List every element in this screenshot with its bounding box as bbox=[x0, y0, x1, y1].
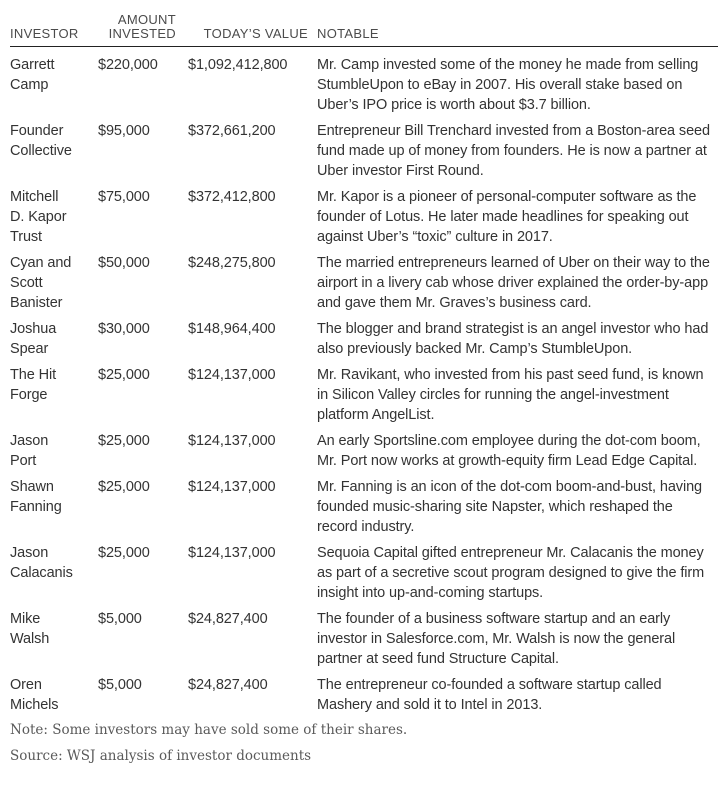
amount-invested-value: $220,000 bbox=[98, 57, 158, 73]
todays-value: $124,137,000 bbox=[188, 367, 276, 383]
amount-invested-value: $25,000 bbox=[98, 367, 150, 383]
todays-value: $124,137,000 bbox=[188, 479, 276, 495]
investor-name: Mike Walsh bbox=[10, 611, 50, 647]
column-header-amount-invested: AMOUNT INVESTED bbox=[108, 12, 176, 41]
investor-name: Jason Calacanis bbox=[10, 545, 73, 581]
amount-invested-value: $5,000 bbox=[98, 611, 142, 627]
todays-value: $372,661,200 bbox=[188, 123, 276, 139]
todays-value: $124,137,000 bbox=[188, 433, 276, 449]
table-row bbox=[10, 477, 718, 537]
amount-invested-value: $95,000 bbox=[98, 123, 150, 139]
note-text: Note: Some investors may have sold some of their shares. bbox=[10, 722, 408, 738]
notable-text: The founder of a business software startup and an early investor in Salesforce.com, Mr. Walsh is now the general partner at seed fund Structure Capital. bbox=[317, 611, 676, 667]
amount-invested-value: $50,000 bbox=[98, 255, 150, 271]
table-row bbox=[10, 543, 718, 603]
todays-value: $1,092,412,800 bbox=[188, 57, 288, 73]
amount-invested-value: $5,000 bbox=[98, 677, 142, 693]
investor-name: Founder Collective bbox=[10, 123, 72, 159]
table-row bbox=[10, 609, 718, 669]
notable-text: Mr. Camp invested some of the money he made from selling StumbleUpon to eBay in 2007. His overall stake based on Uber’s IPO price is worth about $3.7 billion. bbox=[317, 57, 699, 113]
investor-name: Garrett Camp bbox=[10, 57, 55, 93]
notable-text: The married entrepreneurs learned of Uber on their way to the airport in a livery cab whose driver explained the order-by-app and gave them Mr. Graves’s business card. bbox=[317, 255, 710, 311]
source-text: Source: WSJ analysis of investor documents bbox=[10, 748, 312, 764]
table-row bbox=[10, 675, 718, 715]
investor-name: Shawn Fanning bbox=[10, 479, 62, 515]
table-header-row bbox=[10, 13, 718, 47]
amount-invested-value: $75,000 bbox=[98, 189, 150, 205]
table-row bbox=[10, 121, 718, 181]
notable-text: Mr. Fanning is an icon of the dot-com boom-and-bust, having founded music-sharing site Napster, which reshaped the record industry. bbox=[317, 479, 703, 535]
todays-value: $148,964,400 bbox=[188, 321, 276, 337]
table-row bbox=[10, 319, 718, 359]
amount-invested-value: $25,000 bbox=[98, 433, 150, 449]
table-row bbox=[10, 187, 718, 247]
table-body bbox=[10, 47, 718, 715]
investor-name: Joshua Spear bbox=[10, 321, 57, 357]
notable-text: The entrepreneur co-founded a software startup called Mashery and sold it to Intel in 2013. bbox=[317, 677, 662, 713]
todays-value: $24,827,400 bbox=[188, 611, 268, 627]
investor-name: Oren Michels bbox=[10, 677, 59, 713]
table-row bbox=[10, 431, 718, 471]
investor-name: Mitchell D. Kapor Trust bbox=[10, 189, 67, 245]
notable-text: The blogger and brand strategist is an angel investor who had also previously backed Mr. Camp’s StumbleUpon. bbox=[317, 321, 709, 357]
table-footer bbox=[10, 721, 718, 766]
todays-value: $248,275,800 bbox=[188, 255, 276, 271]
table-row bbox=[10, 365, 718, 425]
notable-text: Mr. Ravikant, who invested from his past seed fund, is known in Silicon Valley circles for running the angel-investment platform AngelList. bbox=[317, 367, 704, 423]
amount-invested-value: $25,000 bbox=[98, 545, 150, 561]
investor-name: The Hit Forge bbox=[10, 367, 57, 403]
table-row bbox=[10, 253, 718, 313]
notable-text: Entrepreneur Bill Trenchard invested from a Boston-area seed fund made up of money from founders. He is now a partner at Uber investor First Round. bbox=[317, 123, 710, 179]
notable-text: An early Sportsline.com employee during the dot-com boom, Mr. Port now works at growth-equity firm Lead Edge Capital. bbox=[317, 433, 701, 469]
notable-text: Sequoia Capital gifted entrepreneur Mr. Calacanis the money as part of a secretive scout program designed to give the firm insight into up-and-coming startups. bbox=[317, 545, 705, 601]
notable-text: Mr. Kapor is a pioneer of personal-computer software as the founder of Lotus. He later made headlines for speaking out against Uber’s “toxic” culture in 2017. bbox=[317, 189, 697, 245]
todays-value: $372,412,800 bbox=[188, 189, 276, 205]
column-header-notable: NOTABLE bbox=[317, 26, 379, 41]
column-header-investor: INVESTOR bbox=[10, 26, 79, 41]
investor-name: Jason Port bbox=[10, 433, 49, 469]
todays-value: $24,827,400 bbox=[188, 677, 268, 693]
investor-name: Cyan and Scott Banister bbox=[10, 255, 72, 311]
amount-invested-value: $30,000 bbox=[98, 321, 150, 337]
table-row bbox=[10, 55, 718, 115]
amount-invested-value: $25,000 bbox=[98, 479, 150, 495]
column-header-todays-value: TODAY’S VALUE bbox=[203, 26, 308, 41]
todays-value: $124,137,000 bbox=[188, 545, 276, 561]
